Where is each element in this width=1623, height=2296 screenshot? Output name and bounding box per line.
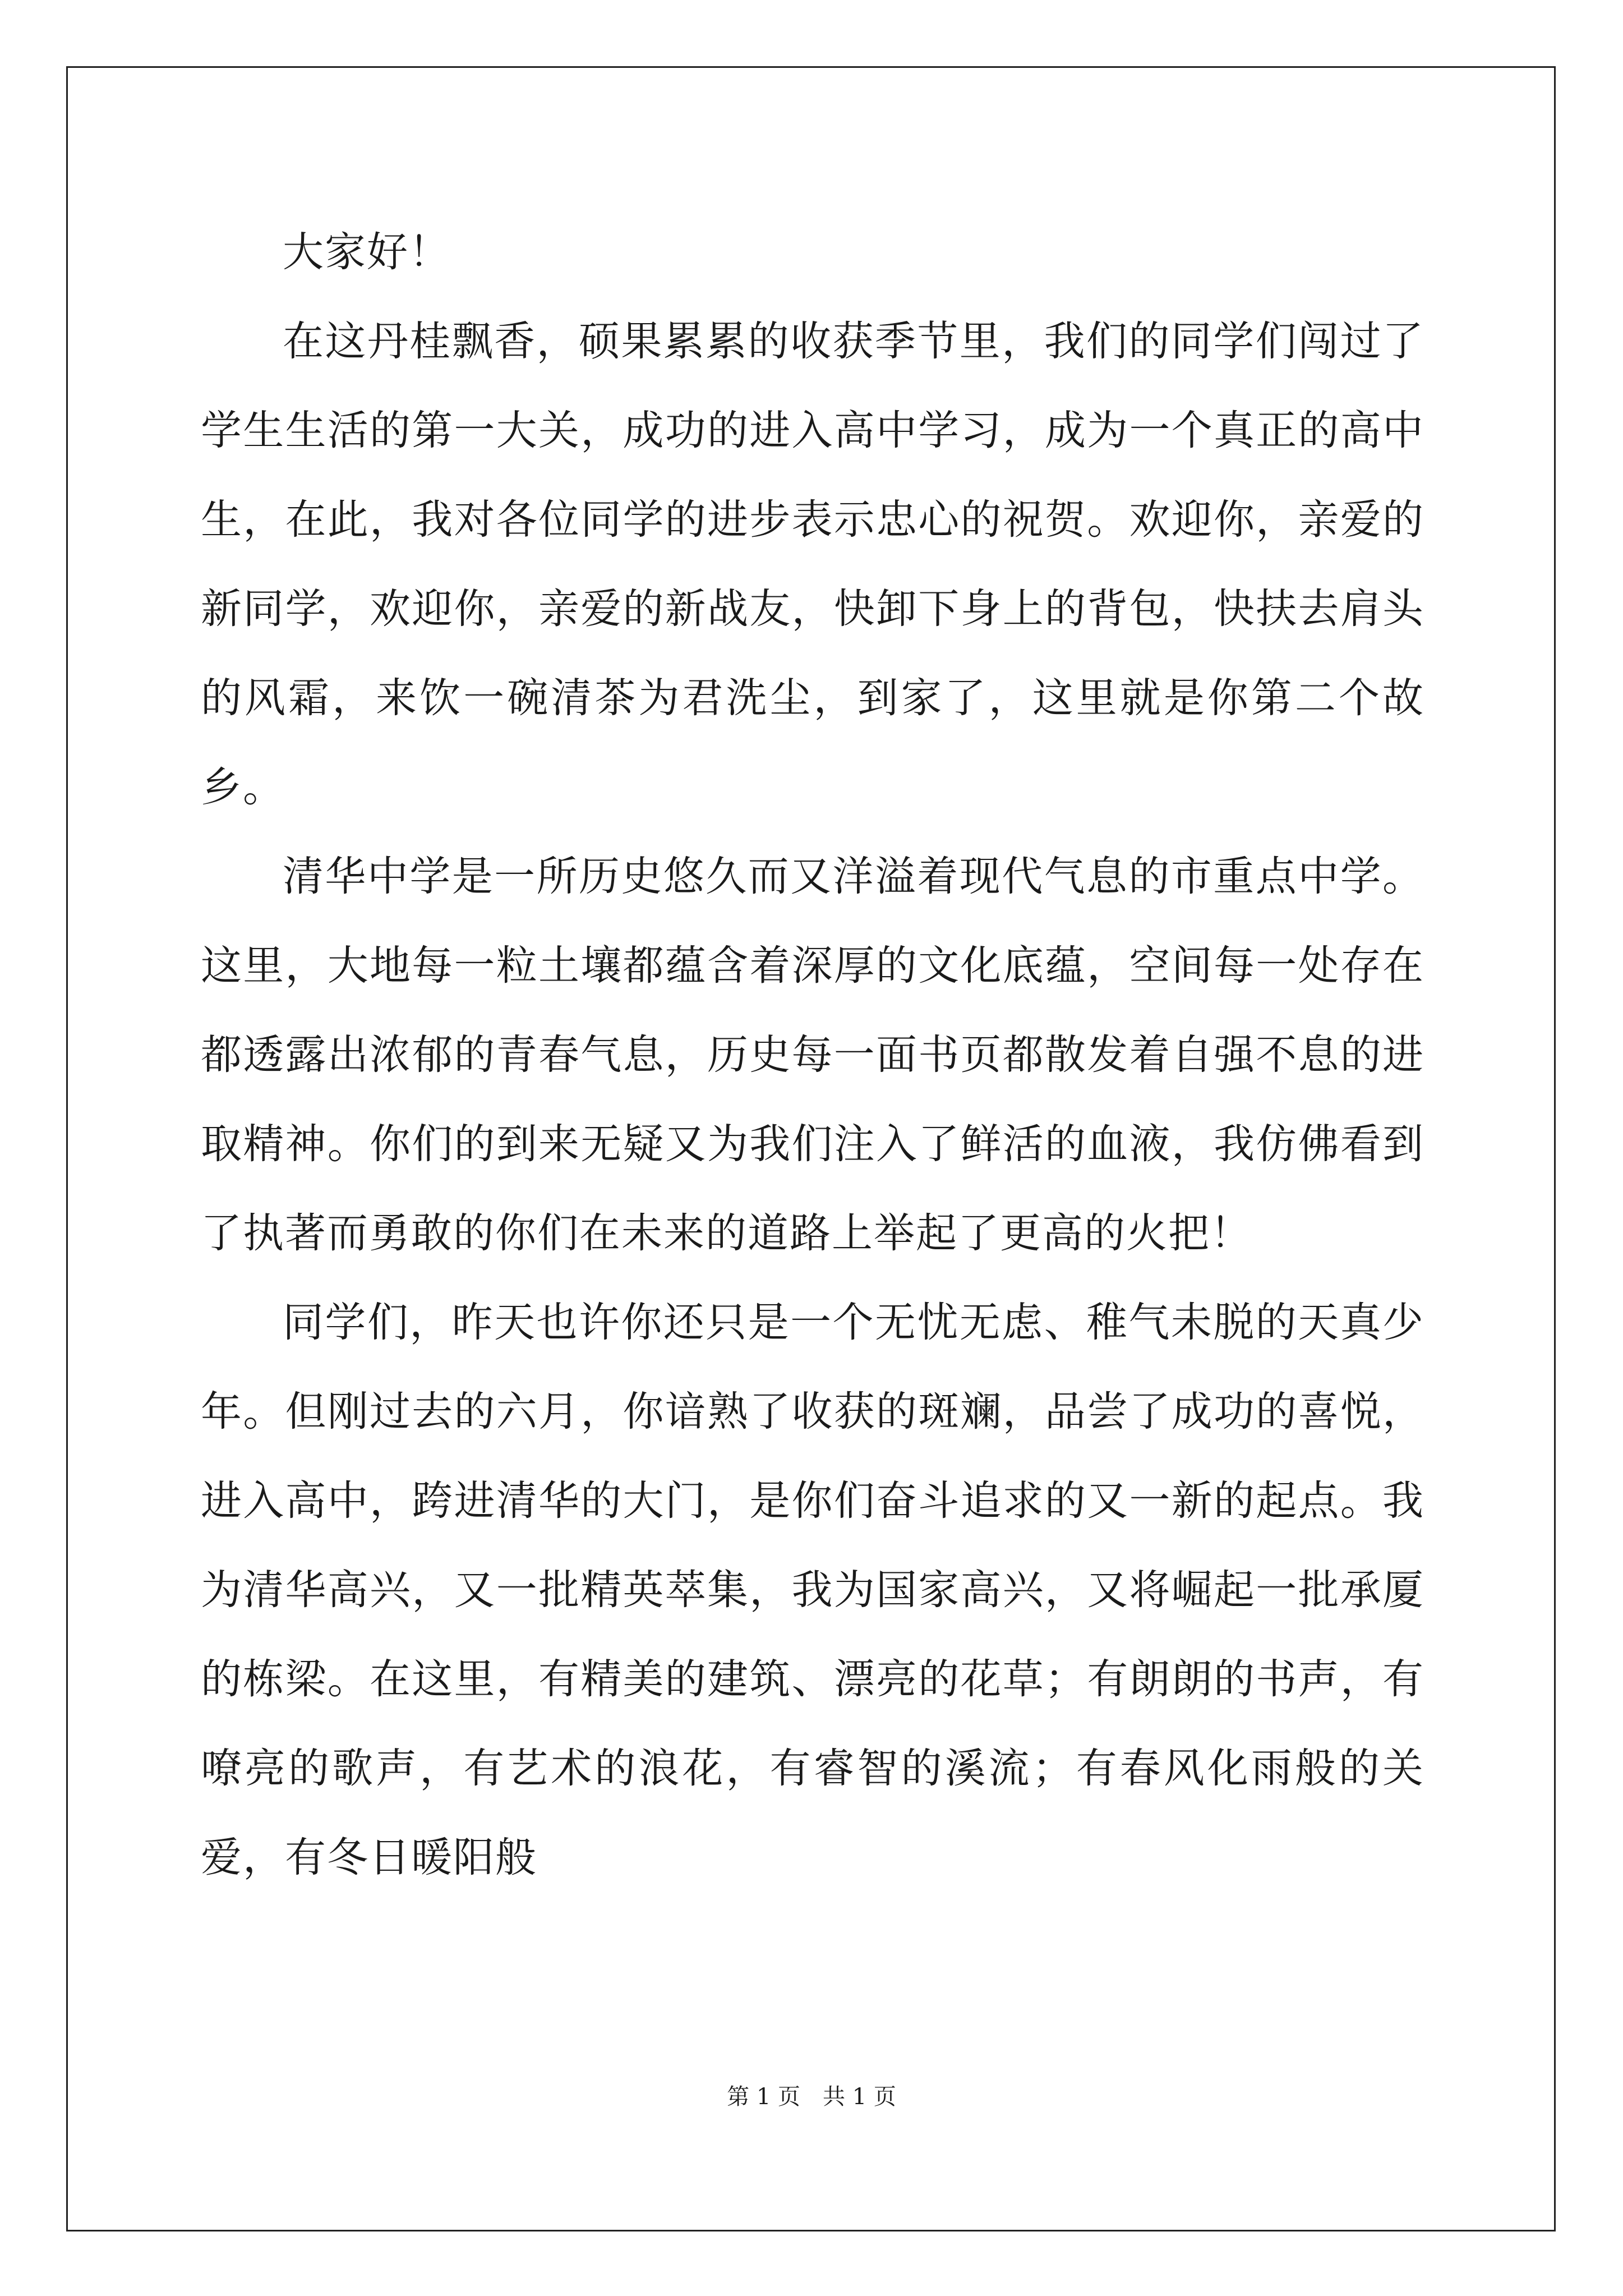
greeting-paragraph: 大家好！: [283, 228, 451, 276]
document-body: [201, 208, 1424, 1902]
page-number: 第 1 页: [727, 2084, 800, 2110]
body-paragraph-2: 清华中学是一所历史悠久而又洋溢着现代气息的市重点中学。这里，大地每一粒土壤都蕴含着深厚的文化底蕴，空间每一处存在都透露出浓郁的青春气息，历史每一面书页都散发着自强不息的进取精神。你们的到来无疑又为我们注入了鲜活的血液，我仿佛看到了执著而勇敢的你们在未来的道路上举起了更高的火把！: [201, 853, 1424, 1257]
body-paragraph-3: 同学们，昨天也许你还只是一个无忧无虑、稚气未脱的天真少年。但刚过去的六月，你谙熟了收获的斑斓，品尝了成功的喜悦，进入高中，跨进清华的大门，是你们奋斗追求的又一新的起点。我为清华高兴，又一批精英萃集，我为国家高兴，又将崛起一批承厦的栋梁。在这里，有精美的建筑、漂亮的花草；有朗朗的书声，有嘹亮的歌声，有艺术的浪花，有睿智的溪流；有春风化雨般的关爱，有冬日暖阳般: [201, 1299, 1424, 1881]
body-paragraph-1: 在这丹桂飘香，硕果累累的收获季节里，我们的同学们闯过了学生生活的第一大关，成功的进入高中学习，成为一个真正的高中生，在此，我对各位同学的进步表示忠心的祝贺。欢迎你，亲爱的新同学，欢迎你，亲爱的新战友，快卸下身上的背包，快扶去肩头的风霜，来饮一碗清茶为君洗尘，到家了，这里就是你第二个故乡。: [201, 318, 1424, 811]
page-footer: [0, 2083, 1623, 2111]
page-total: 共 1 页: [823, 2084, 896, 2110]
